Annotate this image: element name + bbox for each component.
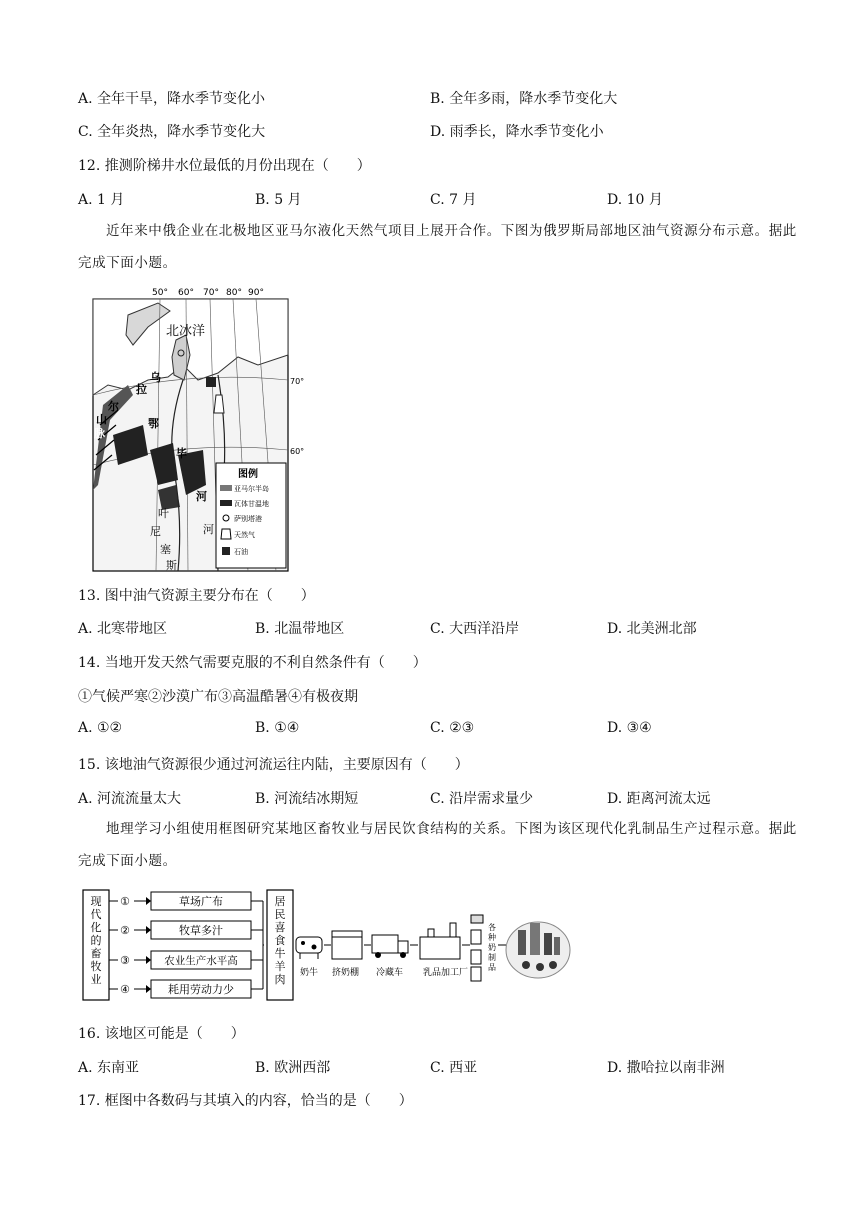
- flow-item-3: [109, 951, 263, 969]
- q12-option-a: A. 1 月: [78, 192, 125, 208]
- products-char-4: 制: [488, 953, 496, 962]
- q12-option-d: D. 10 月: [607, 192, 663, 208]
- dairy-flow-diagram: [78, 885, 608, 1005]
- svg-text:草场广布: 草场广布: [179, 895, 223, 908]
- q13-option-a: A. 北寒带地区: [78, 621, 168, 637]
- q11-option-c: C. 全年炎热，降水季节变化大: [78, 124, 266, 140]
- left-box-char-7: 业: [90, 973, 102, 986]
- right-box-char-3: 喜: [274, 921, 286, 934]
- q11-option-b: B. 全年多雨，降水季节变化大: [430, 91, 618, 107]
- flow-item-2: [109, 921, 263, 939]
- q15-option-c: C. 沿岸需求量少: [430, 791, 534, 807]
- lon-label: 60°: [178, 288, 194, 298]
- yenisei-char-4: 斯: [166, 559, 177, 572]
- dairy-products-icon: [471, 915, 496, 981]
- flow-item-1: [109, 892, 263, 910]
- left-box-char-2: 代: [90, 908, 102, 921]
- products-char-3: 奶: [488, 943, 496, 952]
- lon-label: 50°: [152, 288, 168, 298]
- lon-label: 80°: [226, 288, 242, 298]
- q13-stem: 13. 图中油气资源主要分布在（ ）: [78, 588, 315, 604]
- q12-option-b: B. 5 月: [255, 192, 302, 208]
- yenisei-char-2: 尼: [150, 525, 161, 538]
- q16-option-a: A. 东南亚: [78, 1060, 140, 1076]
- svg-text:冷藏车: 冷藏车: [376, 968, 404, 978]
- q16-stem: 16. 该地区可能是（ ）: [78, 1026, 245, 1042]
- legend-item: 亚马尔半岛: [234, 485, 269, 493]
- passage-2: 地理学习小组使用框图研究某地区畜牧业与居民饮食结构的关系。下图为该区现代化乳制品生产过程示意。据此完成下面小题。: [78, 821, 797, 869]
- flow-item-4: [109, 980, 263, 998]
- q14-option-d: D. ③④: [607, 720, 652, 736]
- refrigerated-truck-icon: [372, 935, 408, 978]
- q14-option-a: A. ①②: [78, 720, 123, 736]
- q16-option-d: D. 撒哈拉以南非洲: [607, 1060, 725, 1076]
- legend-item: 瓦体甘温地: [234, 500, 269, 508]
- q14-option-b: B. ①④: [255, 720, 300, 736]
- svg-text:挤奶棚: 挤奶棚: [332, 968, 360, 978]
- legend-title: 图例: [238, 469, 258, 480]
- legend-item: 天然气: [234, 531, 255, 539]
- q12-option-c: C. 7 月: [430, 192, 477, 208]
- q13-option-b: B. 北温带地区: [255, 621, 345, 637]
- svg-text:③: ③: [120, 954, 130, 967]
- lon-label: 90°: [248, 288, 264, 298]
- ural-char-4: 山: [96, 413, 107, 426]
- svg-text:乳品加工厂: 乳品加工厂: [423, 968, 469, 978]
- left-box-char-3: 化: [90, 921, 102, 934]
- legend-item: 石油: [234, 548, 248, 556]
- ob-char-3: 河: [196, 490, 207, 503]
- map-legend: [216, 463, 286, 568]
- right-box-char-4: 食: [274, 934, 286, 947]
- dairy-factory-icon: [420, 923, 468, 978]
- left-box-char-1: 现: [90, 895, 102, 908]
- products-char-2: 种: [488, 933, 496, 942]
- products-char-1: 各: [488, 923, 496, 932]
- svg-text:①: ①: [120, 895, 130, 908]
- q14-conditions: ①气候严寒②沙漠广布③高温酷暑④有极夜期: [78, 689, 358, 705]
- left-box-char-4: 的: [90, 934, 102, 947]
- q13-option-d: D. 北美洲北部: [607, 621, 697, 637]
- right-box-char-7: 肉: [274, 973, 286, 986]
- q11-option-d: D. 雨季长，降水季节变化小: [430, 124, 604, 140]
- products-char-5: 品: [488, 963, 496, 972]
- lon-label: 70°: [203, 288, 219, 298]
- svg-text:奶牛: 奶牛: [300, 968, 319, 978]
- ural-char-5: 脉: [94, 427, 105, 440]
- right-box-char-1: 居: [274, 895, 286, 908]
- q15-option-d: D. 距离河流太远: [607, 791, 711, 807]
- svg-text:牧草多汁: 牧草多汁: [179, 924, 223, 937]
- svg-text:耗用劳动力少: 耗用劳动力少: [168, 983, 234, 996]
- q15-option-b: B. 河流结冰期短: [255, 791, 359, 807]
- ural-char-1: 乌: [150, 371, 161, 384]
- q16-option-c: C. 西亚: [430, 1060, 478, 1076]
- yenisei-char-1: 叶: [158, 507, 169, 520]
- q15-stem: 15. 该地油气资源很少通过河流运往内陆，主要原因有（ ）: [78, 757, 469, 773]
- oil-gas-map: [88, 285, 305, 575]
- q14-stem: 14. 当地开发天然气需要克服的不利自然条件有（ ）: [78, 655, 427, 671]
- q13-option-c: C. 大西洋沿岸: [430, 621, 520, 637]
- q17-stem: 17. 框图中各数码与其填入的内容，恰当的是（ ）: [78, 1093, 413, 1109]
- yenisei-char-5: 河: [203, 523, 214, 536]
- cow-icon: [296, 937, 322, 978]
- right-box-char-5: 牛: [274, 947, 286, 960]
- city-consumers-icon: [506, 922, 570, 978]
- right-box-char-6: 羊: [274, 960, 286, 973]
- q14-option-c: C. ②③: [430, 720, 475, 736]
- left-box-char-6: 牧: [90, 960, 102, 973]
- ob-char-2: 毕: [176, 447, 187, 460]
- svg-text:④: ④: [120, 983, 130, 996]
- right-box-char-2: 民: [274, 908, 286, 921]
- q15-option-a: A. 河流流量太大: [78, 791, 182, 807]
- svg-text:农业生产水平高: 农业生产水平高: [164, 955, 238, 967]
- q12-stem: 12. 推测阶梯井水位最低的月份出现在（ ）: [78, 158, 371, 174]
- legend-item: 萨别塔港: [234, 515, 262, 523]
- ural-char-3: 尔: [108, 400, 119, 413]
- ob-char-1: 鄂: [148, 417, 159, 430]
- svg-text:②: ②: [120, 924, 130, 937]
- lat-label: 70°: [290, 377, 305, 386]
- ural-char-2: 拉: [136, 383, 147, 396]
- yenisei-char-3: 塞: [160, 543, 171, 556]
- ocean-label-1: 北冰洋: [166, 324, 206, 339]
- q11-option-a: A. 全年干旱，降水季节变化小: [78, 91, 266, 107]
- passage-1: 近年来中俄企业在北极地区亚马尔液化天然气项目上展开合作。下图为俄罗斯局部地区油气资源分布示意。据此完成下面小题。: [78, 223, 797, 271]
- milking-shed-icon: [332, 931, 362, 978]
- left-box-char-5: 畜: [90, 947, 102, 960]
- lat-label: 60°: [290, 447, 305, 456]
- q16-option-b: B. 欧洲西部: [255, 1060, 331, 1076]
